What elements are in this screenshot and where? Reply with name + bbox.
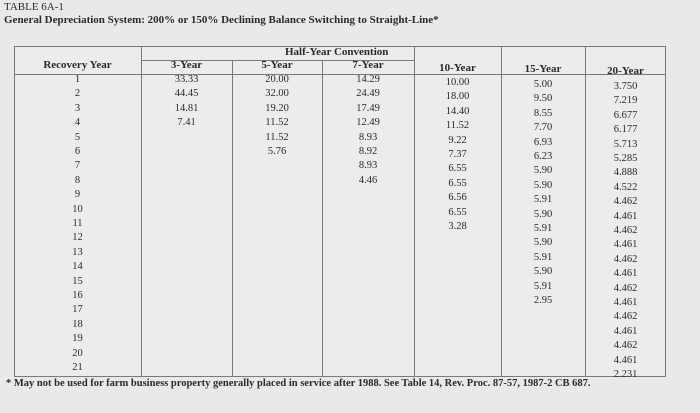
- col-header-5-year: 5-Year: [261, 59, 293, 71]
- rate-cell-y5: 32.00: [265, 88, 289, 100]
- recovery-year-cell: 5: [74, 131, 81, 143]
- recovery-year-cell: 20: [72, 347, 83, 359]
- rate-cell-y15: 6.23: [533, 151, 553, 162]
- rate-cell-y3: 14.81: [174, 102, 199, 114]
- rate-cell-y15: 2.95: [533, 295, 553, 306]
- rate-cell-y15: 5.90: [533, 237, 553, 249]
- rate-cell-y15: 5.91: [533, 251, 553, 263]
- col-header-10-year: 10-Year: [439, 62, 476, 74]
- recovery-year-cell: 18: [72, 318, 83, 330]
- rate-cell-y15: 5.90: [533, 179, 553, 191]
- rate-cell-y15: 6.93: [533, 136, 553, 148]
- recovery-year-cell: 3: [74, 102, 81, 114]
- recovery-year-cell: 7: [74, 160, 81, 172]
- rate-cell-y20: 6.177: [613, 124, 638, 136]
- rate-cell-y20: 5.713: [613, 138, 638, 150]
- rate-cell-y10: 14.40: [445, 105, 470, 117]
- rate-cell-y3: 44.45: [174, 88, 199, 100]
- rate-cell-y7: 12.49: [356, 117, 380, 129]
- rate-cell-y7: 8.93: [358, 131, 378, 143]
- recovery-year-cell: 9: [74, 189, 81, 201]
- recovery-year-cell: 21: [72, 362, 83, 373]
- rate-cell-y7: 24.49: [356, 88, 380, 100]
- table-subtitle: General Depreciation System: 200% or 150% Declining Balance Switching to Straight-Line*: [4, 14, 439, 26]
- recovery-year-cell: 13: [72, 246, 83, 258]
- rate-cell-y5: 20.00: [265, 74, 289, 85]
- col-header-20-year: 20-Year: [607, 65, 644, 77]
- recovery-year-cell: 1: [74, 74, 81, 85]
- rate-cell-y10: 11.52: [445, 120, 470, 132]
- rate-cell-y20: 4.522: [613, 181, 638, 193]
- rate-cell-y20: 4.461: [613, 297, 638, 308]
- recovery-year-cell: 16: [72, 290, 83, 301]
- footnote: * May not be used for farm business property generally placed in service after 1988. See Table 14, Rev. Proc. 87-57, 1987-2 CB 687.: [6, 378, 591, 389]
- recovery-year-cell: 11: [72, 218, 83, 229]
- rate-cell-y10: 6.55: [448, 177, 467, 189]
- rate-cell-y20: 4.461: [613, 210, 638, 222]
- recovery-year-cell: 4: [74, 117, 81, 129]
- rate-cell-y10: 3.28: [448, 221, 467, 232]
- rate-cell-y10: 6.56: [448, 192, 467, 204]
- rate-cell-y3: 33.33: [174, 74, 199, 85]
- rate-cell-y10: 7.37: [448, 149, 467, 160]
- rate-cell-y20: 4.462: [613, 282, 638, 294]
- rate-cell-y20: 4.461: [613, 325, 638, 337]
- rate-cell-y15: 5.90: [533, 165, 553, 177]
- recovery-year-cell: 17: [72, 304, 83, 316]
- rate-cell-y20: 3.750: [613, 81, 638, 92]
- rate-cell-y3: 7.41: [177, 117, 196, 129]
- recovery-year-cell: 8: [74, 174, 81, 186]
- col-header-15-year: 15-Year: [524, 63, 562, 75]
- rate-cell-y20: 4.888: [613, 167, 638, 179]
- rate-cell-y5: 5.76: [267, 146, 287, 157]
- rate-cell-y10: 9.22: [448, 134, 467, 146]
- rate-cell-y15: 5.90: [533, 266, 553, 278]
- col-header-3-year: 3-Year: [170, 59, 203, 71]
- rate-cell-y20: 6.677: [613, 109, 638, 121]
- recovery-year-cell: 15: [72, 275, 83, 287]
- col-header-7-year: 7-Year: [352, 59, 384, 71]
- rate-cell-y20: 4.462: [613, 225, 638, 236]
- rate-cell-y20: 4.462: [613, 311, 638, 323]
- rate-cell-y20: 4.461: [613, 239, 638, 251]
- rate-cell-y7: 4.46: [358, 174, 378, 186]
- rate-cell-y15: 5.91: [533, 194, 553, 206]
- rate-cell-y20: 4.462: [613, 340, 638, 352]
- recovery-year-cell: 14: [72, 261, 83, 273]
- recovery-year-cell: 10: [72, 203, 83, 215]
- rate-cell-y7: 8.92: [358, 146, 378, 157]
- rate-cell-y20: 4.461: [613, 268, 638, 280]
- rate-cell-y5: 11.52: [265, 117, 289, 129]
- rate-cell-y20: 7.219: [613, 95, 638, 107]
- recovery-year-cell: 6: [74, 146, 81, 157]
- rate-cell-y20: 4.462: [613, 253, 638, 265]
- rate-cell-y15: 8.55: [533, 107, 553, 119]
- rate-cell-y15: 9.50: [533, 93, 553, 105]
- group-header: Half-Year Convention: [285, 46, 389, 58]
- recovery-year-cell: 19: [72, 333, 83, 345]
- rate-cell-y7: 17.49: [356, 102, 380, 114]
- rate-cell-y20: 2.231: [613, 369, 638, 380]
- rate-cell-y7: 14.29: [356, 74, 380, 85]
- table-title: TABLE 6A-1: [4, 1, 64, 13]
- rate-cell-y15: 5.91: [533, 280, 553, 292]
- rate-cell-y5: 11.52: [265, 131, 289, 143]
- rate-cell-y5: 19.20: [265, 102, 289, 114]
- rate-cell-y15: 7.70: [533, 122, 553, 134]
- rate-cell-y15: 5.91: [533, 223, 553, 234]
- rate-cell-y10: 6.55: [448, 206, 467, 218]
- rate-cell-y15: 5.00: [533, 79, 553, 90]
- rate-cell-y15: 5.90: [533, 208, 553, 220]
- rate-cell-y10: 6.55: [448, 163, 467, 175]
- rate-cell-y20: 4.461: [613, 354, 638, 366]
- rate-cell-y10: 10.00: [445, 77, 470, 88]
- rate-cell-y20: 5.285: [613, 153, 638, 164]
- recovery-year-cell: 2: [74, 88, 81, 100]
- col-header-recovery-year: Recovery Year: [43, 59, 112, 71]
- rate-cell-y7: 8.93: [358, 160, 378, 172]
- rate-cell-y10: 18.00: [445, 91, 470, 103]
- rate-cell-y20: 4.462: [613, 196, 638, 208]
- recovery-year-cell: 12: [72, 232, 83, 244]
